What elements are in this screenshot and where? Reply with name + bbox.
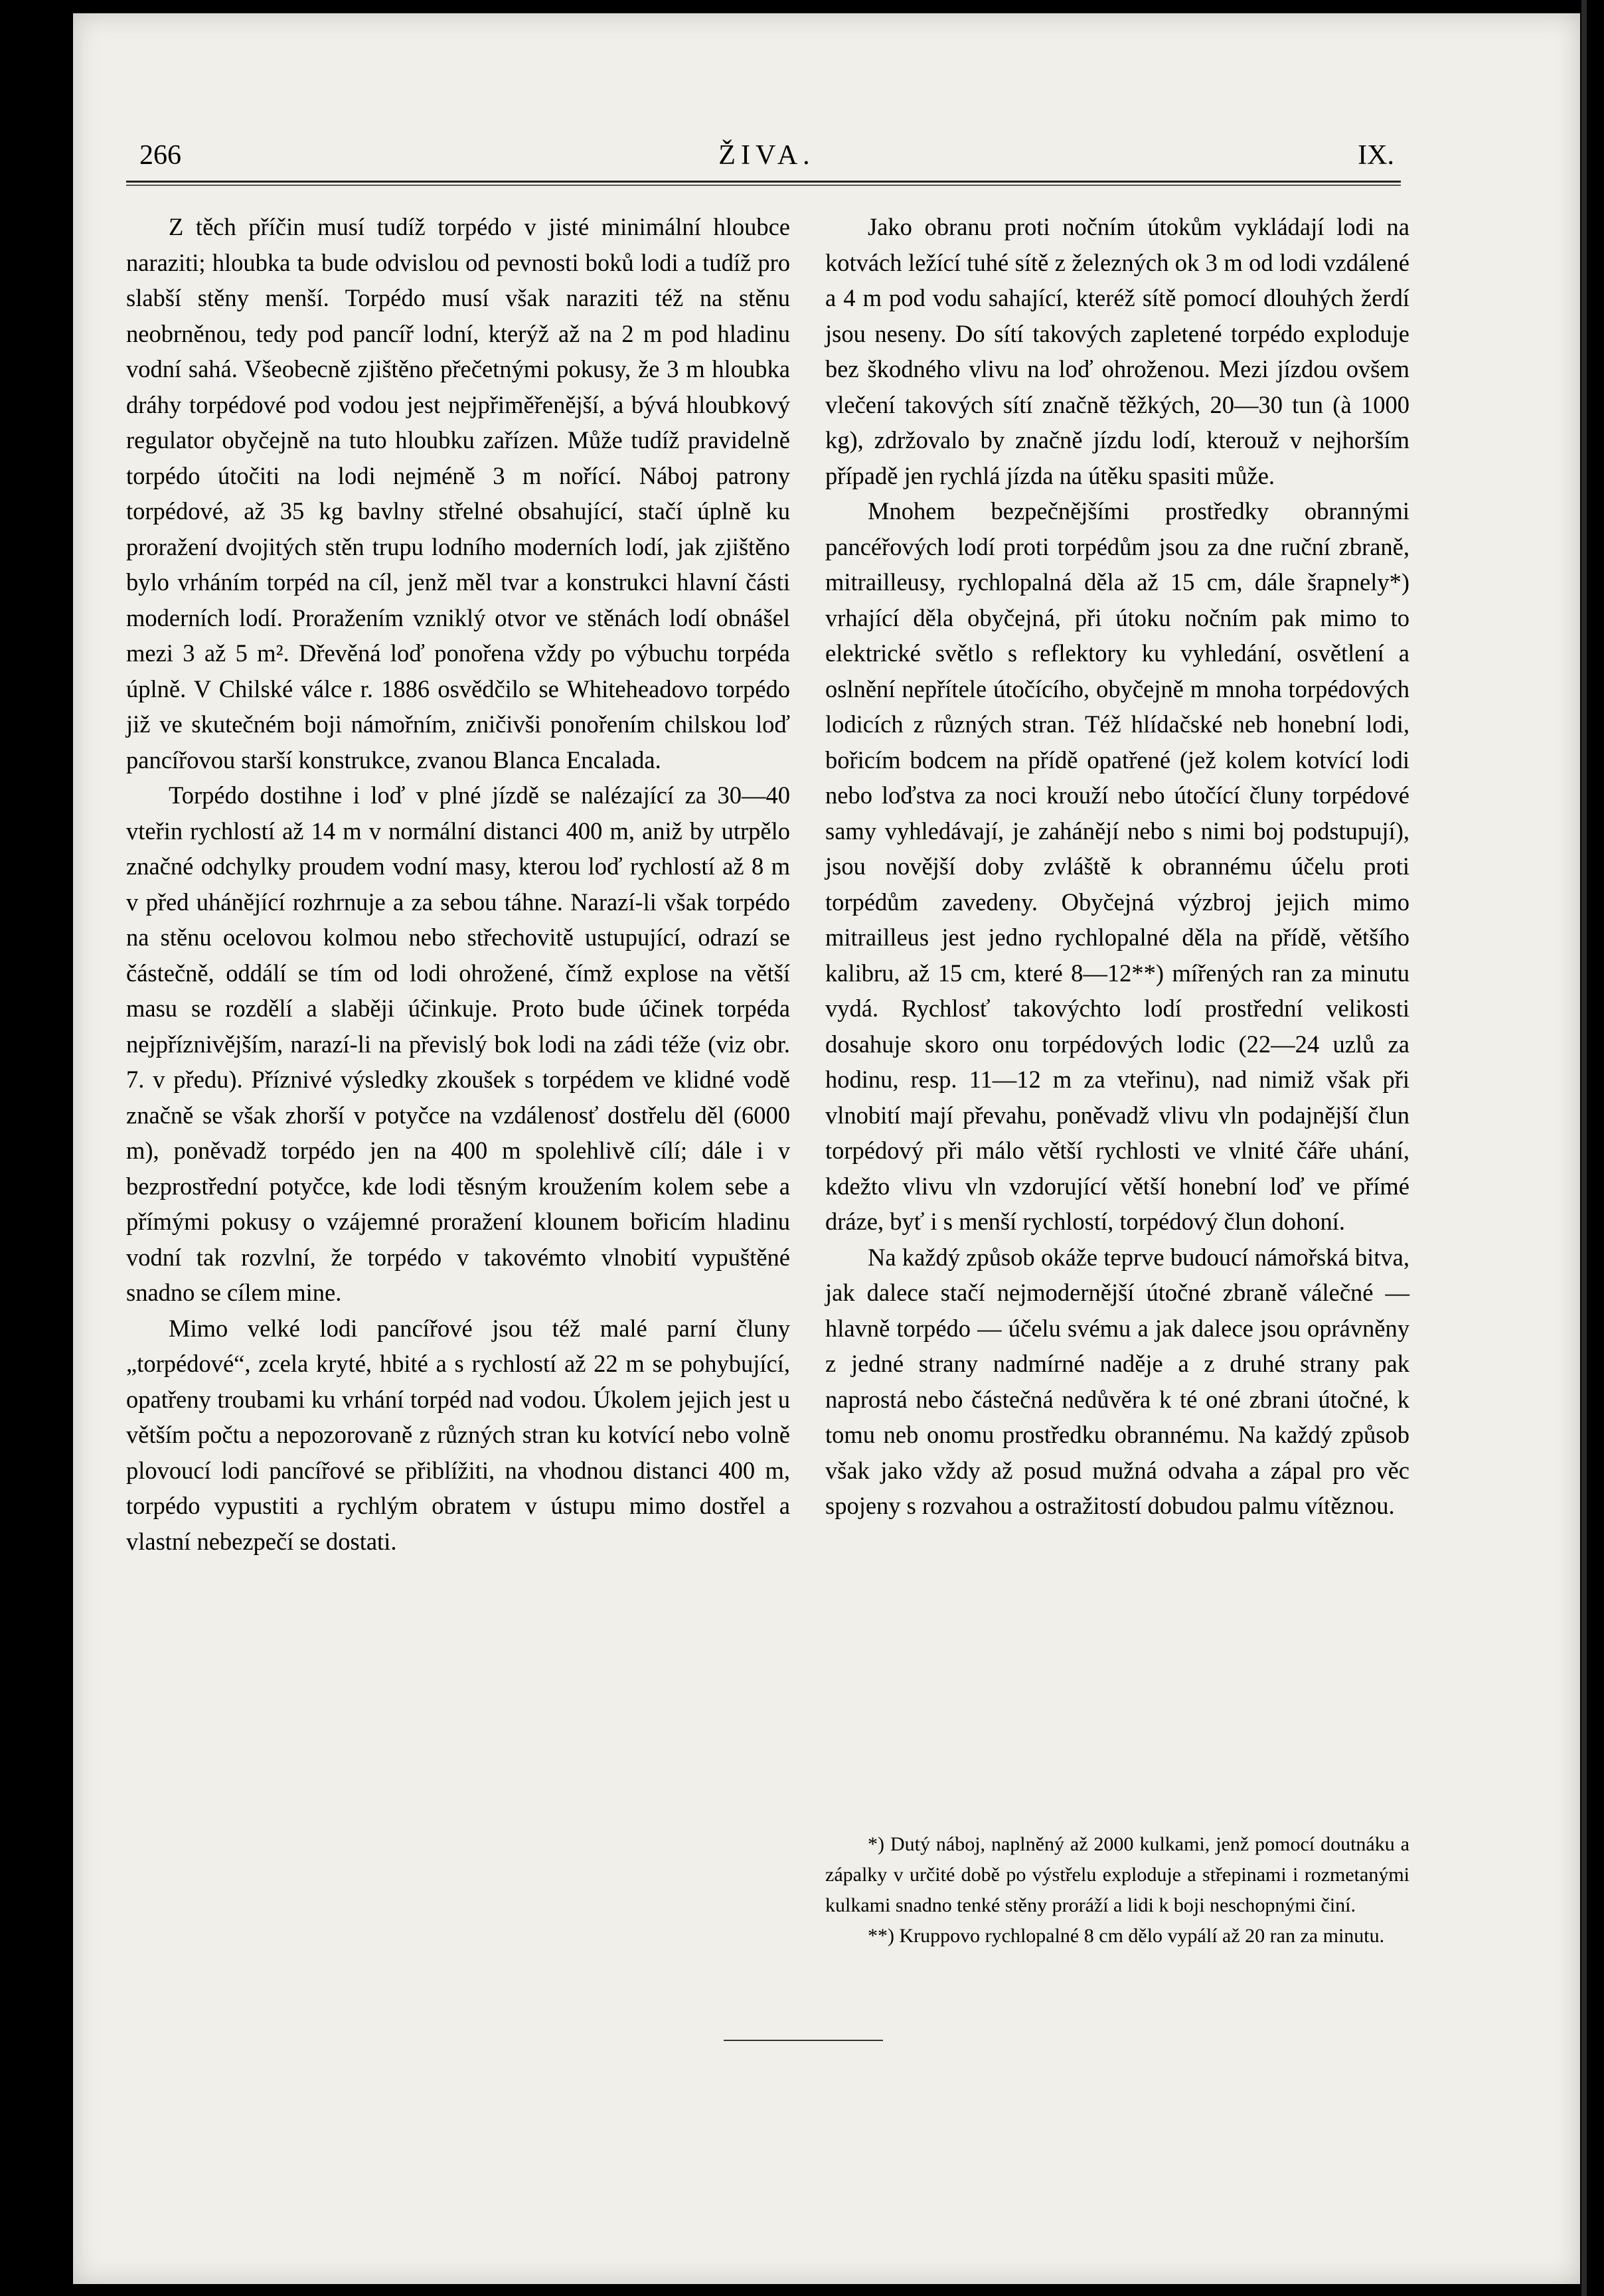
footnote: **) Kruppovo rychlopalné 8 cm dělo vypálí až 20 ran za minutu. bbox=[868, 1925, 1385, 1947]
footnotes bbox=[825, 1829, 1409, 1951]
volume-number: IX. bbox=[1358, 140, 1394, 171]
paragraph: Torpédo dostihne i loď v plné jízdě se nalézající za 30—40 vteřin rychlostí až 14 m v normální distanci 400 m, aniž by utrpělo značné odchylky proudem vodní masy, kterou loď rychlostí až 8 m v před uhánějící rozhrnuje a za sebou táhne. Narazí-li však torpédo na stěnu ocelovou kolmou nebo střechovitě ustupující, odrazí se částečně, oddálí se tím od lodi ohrožené, čímž explose na větší masu se rozdělí a slaběji účinkuje. Proto bude účinek torpéda nejpříznivějším, narazí-li na převislý bok lodi na zádi téže (viz obr. 7. v předu). Příznivé výsledky zkoušek s torpédem ve klidné vodě značně se však zhorší v potyčce na vzdálenosť dostřelu děl (6000 m), poněvadž torpédo jen na 400 m spolehlivě cílí; dále i v bezprostřední potyčce, kde lodi těsným kroužením kolem sebe a přímými pokusy o vzájemné proražení klounem bořicím hladinu vodní tak rozvlní, že torpédo v takovémto vlnobití vypuštěné snadno se cílem mine. bbox=[126, 781, 790, 1306]
footnote: *) Dutý náboj, naplněný až 2000 kulkami, jenž pomocí doutnáku a zápalky v určité době po výstřelu exploduje a střepinami i rozmetanými kulkami snadno tenké stěny proráží a lidi k boji neschopnými činí. bbox=[825, 1833, 1409, 1916]
page-header bbox=[139, 133, 1394, 179]
paragraph: Z těch příčin musí tudíž torpédo v jisté minimální hloubce naraziti; hloubka ta bude odvislou od pevnosti boků lodi a tudíž pro slabší stěny menší. Torpédo musí však naraziti též na stěnu neobrněnou, tedy pod pancíř lodní, kterýž až na 2 m pod hladinu vodní sahá. Všeobecně zjištěno přečetnými pokusy, že 3 m hloubka dráhy torpédové pod vodou jest nejpřiměřenější, a bývá hloubkový regulator obyčejně na tuto hloubku zařízen. Může tudíž pravidelně torpédo útočiti na lodi nejméně 3 m nořící. Náboj patrony torpédové, až 35 kg bavlny střelné obsahující, stačí úplně ku proražení dvojitých stěn trupu lodního moderních lodí, jak zjištěno bylo vrháním torpéd na cíl, jenž měl tvar a konstrukci hlavní části moderních lodí. Proražením vzniklý otvor ve stěnách lodí obnášel mezi 3 až 5 m². Dřevěná loď ponořena vždy po výbuchu torpéda úplně. V Chilské válce r. 1886 osvědčilo se Whiteheadovo torpédo již ve skutečném boji námořním, zničivši ponořením chilskou loď pancířovou starší konstrukce, zvanou Blanca Encalada. bbox=[126, 213, 790, 774]
paragraph: Na každý způsob okáže teprve budoucí námořská bitva, jak dalece stačí nejmodernější útočné zbraně válečné — hlavně torpédo — účelu svému a jak dalece jsou oprávněny z jedné strany nadmírné naděje a z druhé strany pak naprostá nebo částečná nedůvěra k té oné zbrani útočné, k tomu neb onomu prostředku obrannému. Na každý způsob však jako vždy až posud mužná odvaha a zápal pro věc spojeny s rozvahou a ostražitostí dobudou palmu vítěznou. bbox=[825, 1243, 1409, 1519]
paragraph: Jako obranu proti nočním útokům vykládají lodi na kotvách ležící tuhé sítě z železných ok 3 m od lodi vzdálené a 4 m pod vodu sahající, kteréž sítě pomocí dlouhých žerdí jsou neseny. Do sítí takových zapletené torpédo exploduje bez škodného vlivu na loď ohroženou. Mezi jízdou ovšem vlečení takových sítí značně těžkých, 20—30 tun (à 1000 kg), zdržovalo by značně jízdu lodí, kterouž v nejhorším případě jen rychlá jízda na útěku spasiti může. bbox=[825, 213, 1409, 489]
scan-edge-rule bbox=[1581, 0, 1587, 2296]
page-number: 266 bbox=[139, 140, 181, 171]
paragraph: Mimo velké lodi pancířové jsou též malé parní čluny „torpédové“, zcela kryté, hbité a s rychlostí až 22 m se pohybující, opatřeny troubami ku vrhání torpéd nad vodou. Úkolem jejich jest u větším počtu a nepozorovaně z různých stran ku kotvící nebo volně plovoucí lodi pancířové se přiblížiti, na vhodnou distanci 400 m, torpédo vypustiti a rychlým obratem v ústupu mimo dostřel a vlastní nebezpečí se dostati. bbox=[126, 1314, 790, 1555]
right-column bbox=[825, 209, 1409, 1524]
left-column bbox=[126, 209, 790, 1559]
end-rule bbox=[724, 2040, 883, 2041]
header-rule bbox=[126, 181, 1401, 186]
journal-title: ŽIVA. bbox=[718, 140, 815, 171]
paragraph: Mnohem bezpečnějšími prostředky obrannými pancéřových lodí proti torpédům jsou za dne ruční zbraně, mitrailleusy, rychlopalná děla až 15 cm, dále šrapnely*) vrhající děla obyčejná, při útoku nočním pak mimo to elektrické světlo s reflektory ku vyhledání, osvětlení a oslnění nepřítele útočícího, obyčejně m mnoha torpédových lodicích z různých stran. Též hlídačské neb honební lodi, bořicím bodcem na přídě opatřené (jež kolem kotvící lodi nebo loďstva za noci krouží nebo útočící čluny torpédové samy vyhledávají, je zahánějí nebo s nimi boj podstupují), jsou novější doby zvláště k obrannému účelu proti torpédům zavedeny. Obyčejná výzbroj jejich mimo mitrailleus jest jedno rychlopalné děla na přídě, většího kalibru, až 15 cm, které 8—12**) mířených ran za minutu vydá. Rychlosť takovýchto lodí prostřední velikosti dosahuje skoro onu torpédových lodic (22—24 uzlů za hodinu, resp. 11—12 m za vteřinu), nad nimiž však při vlnobití mají převahu, poněvadž vlivu vln podajnější člun torpédový při málo větší rychlosti ve vlnité čáře uhání, kdežto vlivu vln vzdorující větší honební loď ve přímé dráze, byť i s menší rychlostí, torpédový člun dohoní. bbox=[825, 497, 1409, 1235]
